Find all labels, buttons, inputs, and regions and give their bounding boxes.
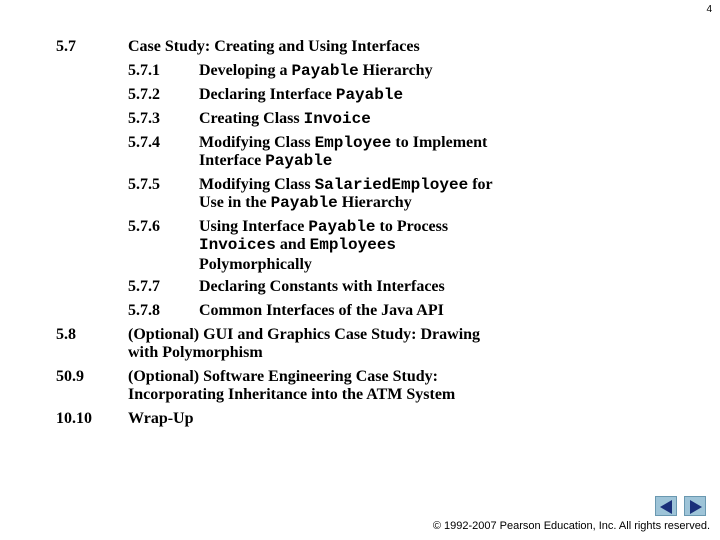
section-number: 10.10 — [56, 410, 92, 427]
subsection-title — [199, 176, 493, 194]
text: Hierarchy — [337, 194, 412, 211]
subsection-title: Common Interfaces of the Java API — [199, 302, 444, 319]
code-text: Invoice — [303, 110, 371, 128]
copyright-footer: © 1992-2007 Pearson Education, Inc. All rights reserved. — [432, 520, 710, 532]
code-text: Employee — [314, 134, 392, 152]
text: Creating Class — [199, 110, 304, 127]
text: for — [468, 176, 493, 193]
subsection-number: 5.7.3 — [128, 110, 160, 127]
subsection-title-cont: Polymorphically — [199, 256, 312, 273]
page-number: 4 — [706, 4, 712, 15]
text: and — [275, 236, 310, 253]
triangle-left-icon — [660, 500, 672, 514]
subsection-title-cont — [199, 194, 412, 212]
section-number: 50.9 — [56, 368, 84, 385]
triangle-right-icon — [690, 500, 702, 514]
section-title: (Optional) Software Engineering Case Study: — [128, 368, 438, 385]
subsection-number: 5.7.5 — [128, 176, 160, 193]
code-text: Payable — [270, 194, 338, 212]
text: Declaring Interface — [199, 86, 336, 103]
section-title: Case Study: Creating and Using Interfaces — [128, 38, 420, 55]
text: Interface — [199, 152, 266, 169]
section-title: (Optional) GUI and Graphics Case Study: Drawing — [128, 326, 481, 343]
subsection-number: 5.7.6 — [128, 218, 160, 235]
section-title-cont: Incorporating Inheritance into the ATM System — [128, 386, 456, 403]
subsection-title — [199, 62, 433, 80]
section-title-cont: with Polymorphism — [128, 344, 263, 361]
previous-slide-button[interactable] — [655, 496, 677, 516]
subsection-title — [199, 134, 487, 152]
code-text: Payable — [335, 86, 404, 104]
text: Modifying Class — [199, 176, 315, 193]
text: Hierarchy — [358, 62, 433, 79]
code-text: Payable — [265, 152, 333, 170]
text: Using Interface — [199, 218, 309, 235]
subsection-number: 5.7.8 — [128, 302, 160, 319]
subsection-title-cont — [199, 236, 396, 254]
code-text: Invoices — [199, 236, 276, 254]
subsection-title: Declaring Constants with Interfaces — [199, 278, 445, 295]
section-title: Wrap-Up — [128, 410, 194, 427]
subsection-number: 5.7.4 — [128, 134, 160, 151]
subsection-number: 5.7.1 — [128, 62, 160, 79]
code-text: SalariedEmployee — [314, 176, 469, 194]
subsection-number: 5.7.7 — [128, 278, 160, 295]
code-text: Payable — [308, 218, 376, 236]
subsection-title-cont — [199, 152, 332, 170]
text: Modifying Class — [199, 134, 315, 151]
text: Developing a — [199, 62, 292, 79]
text: to Process — [375, 218, 449, 235]
subsection-title — [199, 218, 448, 236]
text: Use in the — [199, 194, 271, 211]
next-slide-button[interactable] — [684, 496, 706, 516]
code-text: Payable — [291, 62, 359, 80]
code-text: Employees — [309, 236, 397, 254]
subsection-number: 5.7.2 — [128, 86, 160, 103]
subsection-title — [199, 86, 403, 104]
section-number: 5.8 — [56, 326, 76, 343]
subsection-title — [199, 110, 371, 128]
section-number: 5.7 — [56, 38, 76, 55]
text: to Implement — [391, 134, 488, 151]
